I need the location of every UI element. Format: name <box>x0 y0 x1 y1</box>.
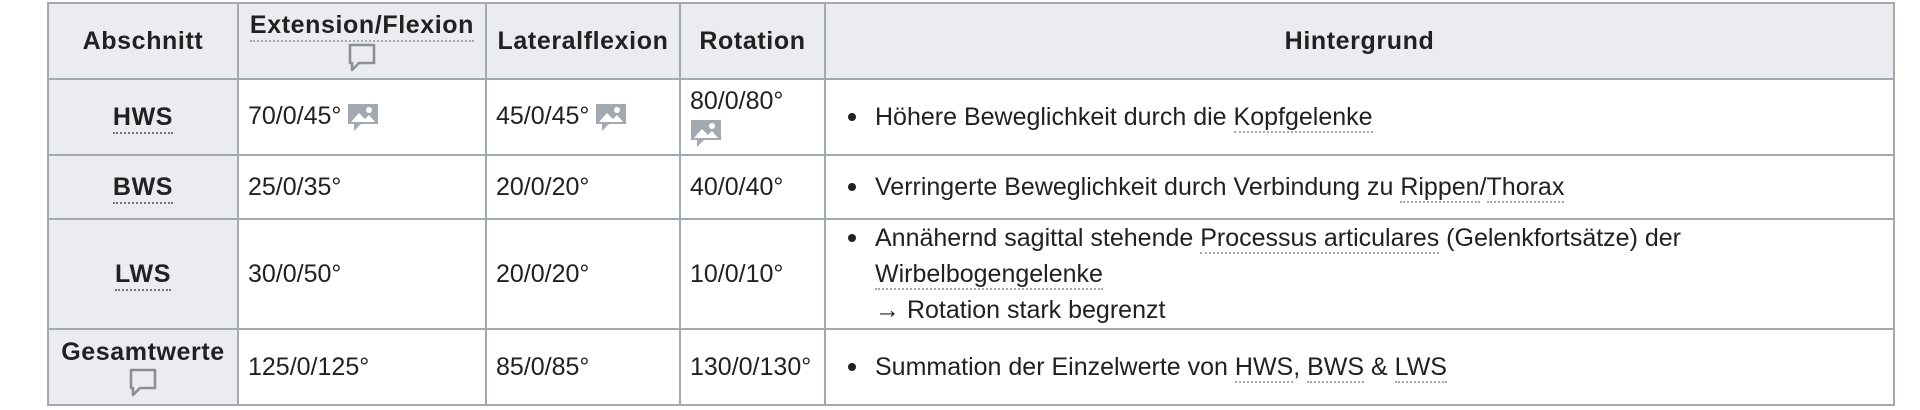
cell-ext-flex: 125/0/125° <box>238 329 486 405</box>
link-thorax[interactable]: Thorax <box>1486 173 1565 201</box>
link-wirbelbogengelenke[interactable]: Wirbelbogengelenke <box>875 260 1103 288</box>
link-kopfgelenke[interactable]: Kopfgelenke <box>1233 103 1373 131</box>
table-wrapper <box>47 2 1895 406</box>
section-label: Gesamtwerte <box>61 337 225 366</box>
speech-bubble-icon[interactable] <box>248 42 476 72</box>
image-icon[interactable] <box>595 102 627 132</box>
header-lateralflexion: Lateralflexion <box>486 3 680 79</box>
image-icon[interactable] <box>347 102 379 132</box>
cell-hintergrund <box>825 155 1894 219</box>
list-item: Höhere Beweglichkeit durch die Kopfgelenke <box>875 99 1884 135</box>
header-rotation: Rotation <box>680 3 825 79</box>
header-extension-flexion-label[interactable]: Extension/Flexion <box>250 11 474 42</box>
table-row <box>48 219 1894 329</box>
cell-lateral: 20/0/20° <box>486 219 680 329</box>
header-abschnitt: Abschnitt <box>48 3 238 79</box>
bullet-list <box>835 99 1884 135</box>
cell-ext-flex: 25/0/35° <box>238 155 486 219</box>
bullet-list <box>835 220 1884 328</box>
row-header-hws <box>48 79 238 155</box>
speech-bubble-icon[interactable] <box>58 367 228 397</box>
image-icon[interactable] <box>690 118 815 148</box>
header-extension-flexion <box>238 3 486 79</box>
section-label[interactable]: HWS <box>113 103 173 134</box>
cell-hintergrund <box>825 79 1894 155</box>
table-row <box>48 79 1894 155</box>
cell-ext-flex: 30/0/50° <box>238 219 486 329</box>
link-rippen[interactable]: Rippen <box>1400 173 1480 201</box>
list-item: Summation der Einzelwerte von HWS, BWS & LWS <box>875 349 1884 385</box>
link-processus-articulares[interactable]: Processus articulares <box>1200 224 1440 252</box>
cell-rotation: 130/0/130° <box>680 329 825 405</box>
row-header-lws <box>48 219 238 329</box>
row-header-gesamtwerte <box>48 329 238 405</box>
link-lws[interactable]: LWS <box>1394 353 1447 381</box>
list-item: Verringerte Beweglichkeit durch Verbindung zu Rippen/Thorax <box>875 169 1884 205</box>
cell-hintergrund <box>825 219 1894 329</box>
bullet-list <box>835 349 1884 385</box>
section-label[interactable]: BWS <box>113 173 173 204</box>
link-hws[interactable]: HWS <box>1234 353 1294 381</box>
bullet-list <box>835 169 1884 205</box>
mobility-table <box>47 2 1895 406</box>
list-item: Annähernd sagittal stehende Processus articulares (Gelenkfortsätze) der Wirbelbogengelenke → Rotation stark begrenzt <box>875 220 1884 328</box>
cell-ext-flex: 70/0/45° <box>238 79 486 155</box>
cell-lateral: 20/0/20° <box>486 155 680 219</box>
section-label[interactable]: LWS <box>115 260 171 291</box>
cell-rotation: 80/0/80° <box>680 79 825 155</box>
cell-lateral: 85/0/85° <box>486 329 680 405</box>
cell-rotation: 10/0/10° <box>680 219 825 329</box>
header-row <box>48 3 1894 79</box>
link-bws[interactable]: BWS <box>1307 353 1365 381</box>
cell-lateral: 45/0/45° <box>486 79 680 155</box>
table-row <box>48 155 1894 219</box>
cell-rotation: 40/0/40° <box>680 155 825 219</box>
cell-hintergrund <box>825 329 1894 405</box>
header-hintergrund: Hintergrund <box>825 3 1894 79</box>
table-row <box>48 329 1894 405</box>
row-header-bws <box>48 155 238 219</box>
